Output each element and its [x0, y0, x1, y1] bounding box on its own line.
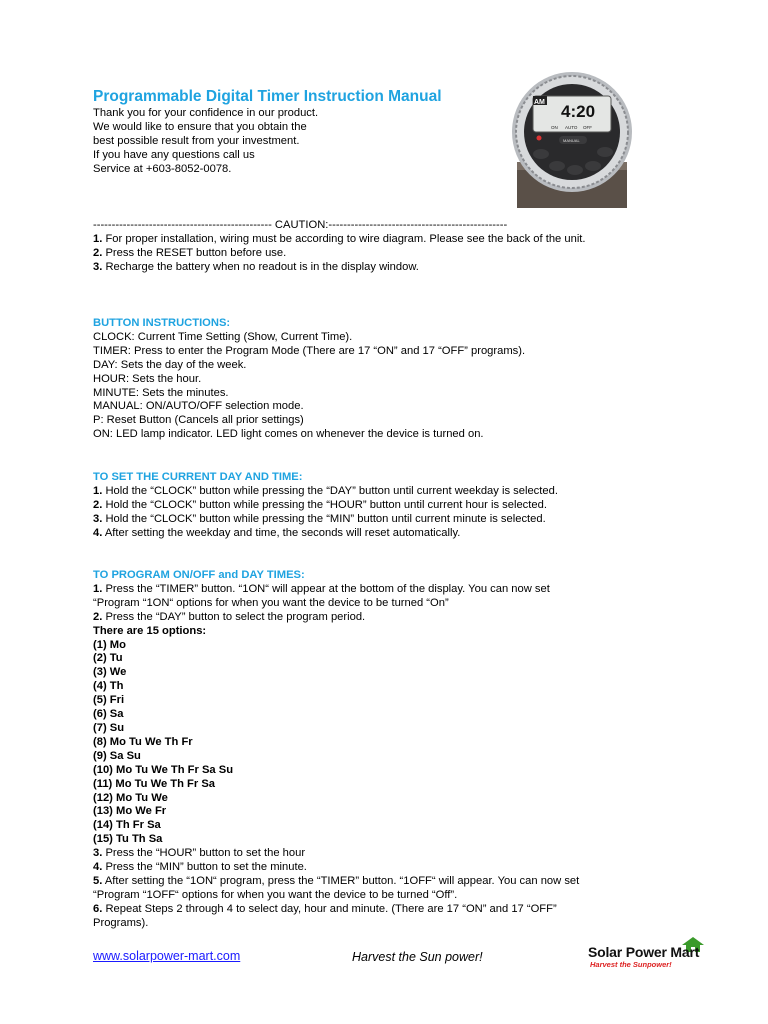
list-item: DAY: Sets the day of the week. [93, 358, 247, 371]
section-heading: TO PROGRAM ON/OFF and DAY TIMES: [93, 569, 305, 581]
device-label-off: OFF [583, 125, 592, 130]
option-item: (5) Fri [93, 694, 125, 707]
list-item: 1. Hold the “CLOCK” button while pressing the “DAY” button until current weekday is selected. [93, 484, 558, 497]
logo-tagline: Harvest the Sunpower! [590, 960, 672, 969]
option-item: (8) Mo Tu We Th Fr [93, 735, 193, 748]
button-instructions [93, 317, 525, 442]
option-item: (6) Sa [93, 708, 124, 721]
intro-line: Service at +603-8052-0078. [93, 162, 232, 175]
options-heading: There are 15 options: [93, 624, 207, 637]
list-item: 6. Repeat Steps 2 through 4 to select day, hour and minute. (There are 17 “ON” and 17 “OFF” [93, 902, 557, 915]
slogan-text: Harvest the Sun power! [352, 950, 483, 964]
list-item: MANUAL: ON/AUTO/OFF selection mode. [93, 400, 304, 413]
option-item: (12) Mo Tu We [93, 791, 168, 804]
section-heading: BUTTON INSTRUCTIONS: [93, 317, 231, 329]
list-item: “Program “1ON“ options for when you want the device to be turned “On” [93, 596, 449, 609]
intro-line: best possible result from your investment. [93, 134, 300, 147]
program-section [93, 569, 579, 931]
device-mode-text: AM [534, 99, 545, 106]
option-item: (11) Mo Tu We Th Fr Sa [93, 777, 216, 790]
list-item: 3. Recharge the battery when no readout is in the display window. [93, 260, 419, 273]
caution-divider: ------------------------------------------------ CAUTION:------------------------------------------------ [93, 219, 508, 231]
list-item: P: Reset Button (Cancels all prior settings) [93, 414, 304, 427]
set-time-section [93, 471, 558, 541]
device-time-text: 4:20 [561, 102, 596, 121]
list-item: 5. After setting the “1ON“ program, press the “TIMER” button. “1OFF“ will appear. You can now set [93, 874, 580, 887]
device-label-auto: AUTO [565, 125, 578, 130]
device-manual-label: MANUAL [563, 138, 580, 143]
list-item: “Program “1OFF“ options for when you want the device to be turned “Off”. [93, 888, 458, 901]
list-item: 3. Press the “HOUR” button to set the hour [93, 847, 306, 860]
intro-line: If you have any questions call us [93, 148, 255, 161]
list-item: ON: LED lamp indicator. LED light comes on whenever the device is turned on. [93, 428, 484, 441]
option-item: (15) Tu Th Sa [93, 833, 163, 846]
option-item: (4) Th [93, 680, 124, 693]
list-item: 2. Hold the “CLOCK” button while pressing the “HOUR” button until current hour is selected. [93, 498, 547, 511]
list-item: HOUR: Sets the hour. [93, 372, 202, 385]
option-item: (14) Th Fr Sa [93, 819, 161, 832]
list-item: MINUTE: Sets the minutes. [93, 386, 229, 399]
option-item: (13) Mo We Fr [93, 805, 167, 818]
intro-line: Thank you for your confidence in our product. [93, 107, 319, 119]
option-item: (1) Mo [93, 638, 126, 651]
intro-text [93, 107, 318, 177]
option-item: (3) We [93, 666, 127, 679]
page-title: Programmable Digital Timer Instruction Manual [93, 88, 442, 105]
list-item: 2. Press the RESET button before use. [93, 246, 287, 259]
option-item: (9) Sa Su [93, 749, 141, 762]
list-item: 4. Press the “MIN” button to set the minute. [93, 861, 307, 874]
timer-device-image [509, 70, 635, 210]
option-item: (2) Tu [93, 652, 123, 665]
list-item: 2. Press the “DAY” button to select the program period. [93, 610, 366, 623]
list-item: 1. For proper installation, wiring must be according to wire diagram. Please see the back of the unit. [93, 233, 586, 245]
solar-power-mart-logo [588, 936, 748, 972]
section-heading: TO SET THE CURRENT DAY AND TIME: [93, 471, 303, 483]
option-item: (7) Su [93, 721, 125, 734]
list-item: TIMER: Press to enter the Program Mode (There are 17 “ON” and 17 “OFF” programs). [93, 344, 526, 357]
list-item: Programs). [93, 916, 149, 929]
device-label-on: ON [551, 125, 558, 130]
caution-list [93, 233, 586, 275]
option-item: (10) Mo Tu We Th Fr Sa Su [93, 763, 234, 776]
list-item: 1. Press the “TIMER” button. “1ON“ will appear at the bottom of the display. You can now set [93, 582, 550, 595]
list-item: CLOCK: Current Time Setting (Show, Current Time). [93, 330, 353, 343]
intro-line: We would like to ensure that you obtain the [93, 120, 307, 133]
list-item: 3. Hold the “CLOCK” button while pressing the “MIN” button until current minute is selected. [93, 512, 546, 525]
website-link[interactable]: www.solarpower-mart.com [93, 949, 241, 963]
list-item: 4. After setting the weekday and time, the seconds will reset automatically. [93, 526, 461, 539]
logo-text: Solar Power Mart [588, 944, 700, 960]
